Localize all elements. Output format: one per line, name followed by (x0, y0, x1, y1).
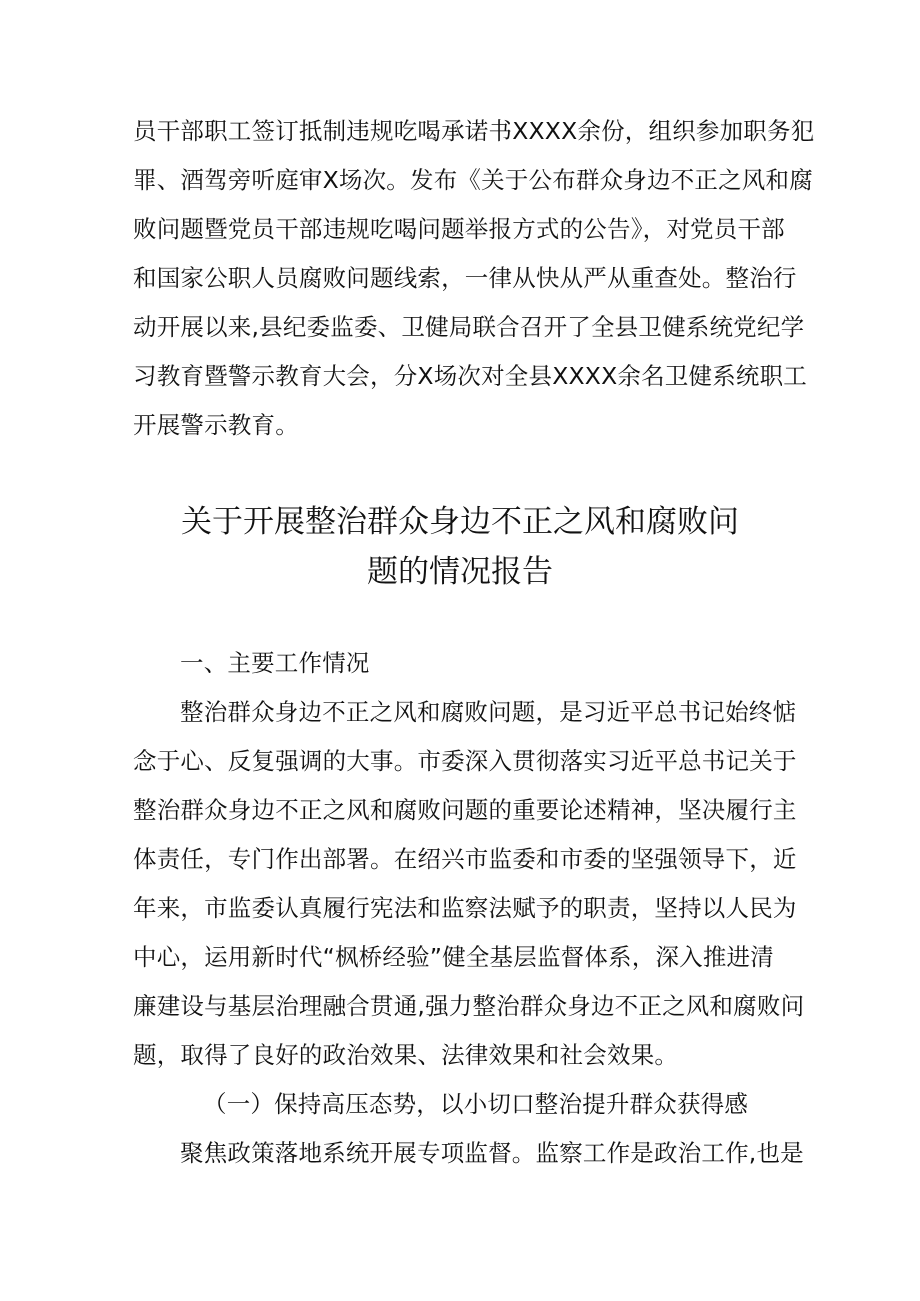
document-title-line-2: 题的情况报告 (367, 554, 553, 590)
paragraph-line-3: 整治群众身边不正之风和腐败问题的重要论述精神，坚决履行主 (133, 796, 797, 824)
document-title-line-1: 关于开展整治群众身边不正之风和腐败问 (181, 504, 739, 540)
continuation-line-6: 习教育暨警示教育大会，分X场次对全县XXXX余名卫健系统职工 (133, 362, 807, 390)
subsection-heading: （一）保持高压态势，以小切口整治提升群众获得感 (203, 1090, 749, 1118)
continuation-line-2: 罪、酒驾旁听庭审X场次。发布《关于公布群众身边不正之风和腐 (133, 166, 813, 194)
paragraph-line-6: 中心，运用新时代“枫桥经验”健全基层监督体系，深入推进清 (133, 943, 774, 971)
paragraph-line-1: 整治群众身边不正之风和腐败问题，是习近平总书记始终惦 (180, 698, 797, 726)
section-heading: 一、主要工作情况 (180, 649, 370, 677)
continuation-line-7: 开展警示教育。 (133, 411, 299, 439)
paragraph-line-2: 念于心、反复强调的大事。市委深入贯彻落实习近平总书记关于 (133, 747, 797, 775)
paragraph-line-8: 题，取得了良好的政治效果、法律效果和社会效果。 (133, 1041, 679, 1069)
paragraph-line-5: 年来，市监委认真履行宪法和监察法赋予的职责，坚持以人民为 (133, 894, 797, 922)
continuation-line-1: 员干部职工签订抵制违规吃喝承诺书XXXX余份，组织参加职务犯 (133, 117, 815, 145)
paragraph-last-line: 聚焦政策落地系统开展专项监督。监察工作是政治工作,也是 (180, 1139, 804, 1167)
continuation-line-3: 败问题暨党员干部违规吃喝问题举报方式的公告》，对党员干部 (133, 215, 785, 243)
paragraph-line-4: 体责任，专门作出部署。在绍兴市监委和市委的坚强领导下，近 (133, 845, 797, 873)
paragraph-line-7: 廉建设与基层治理融合贯通,强力整治群众身边不正之风和腐败问 (133, 992, 805, 1020)
continuation-line-5: 动开展以来,县纪委监委、卫健局联合召开了全县卫健系统党纪学 (133, 313, 805, 341)
continuation-line-4: 和国家公职人员腐败问题线索，一律从快从严从重查处。整治行 (133, 264, 797, 292)
